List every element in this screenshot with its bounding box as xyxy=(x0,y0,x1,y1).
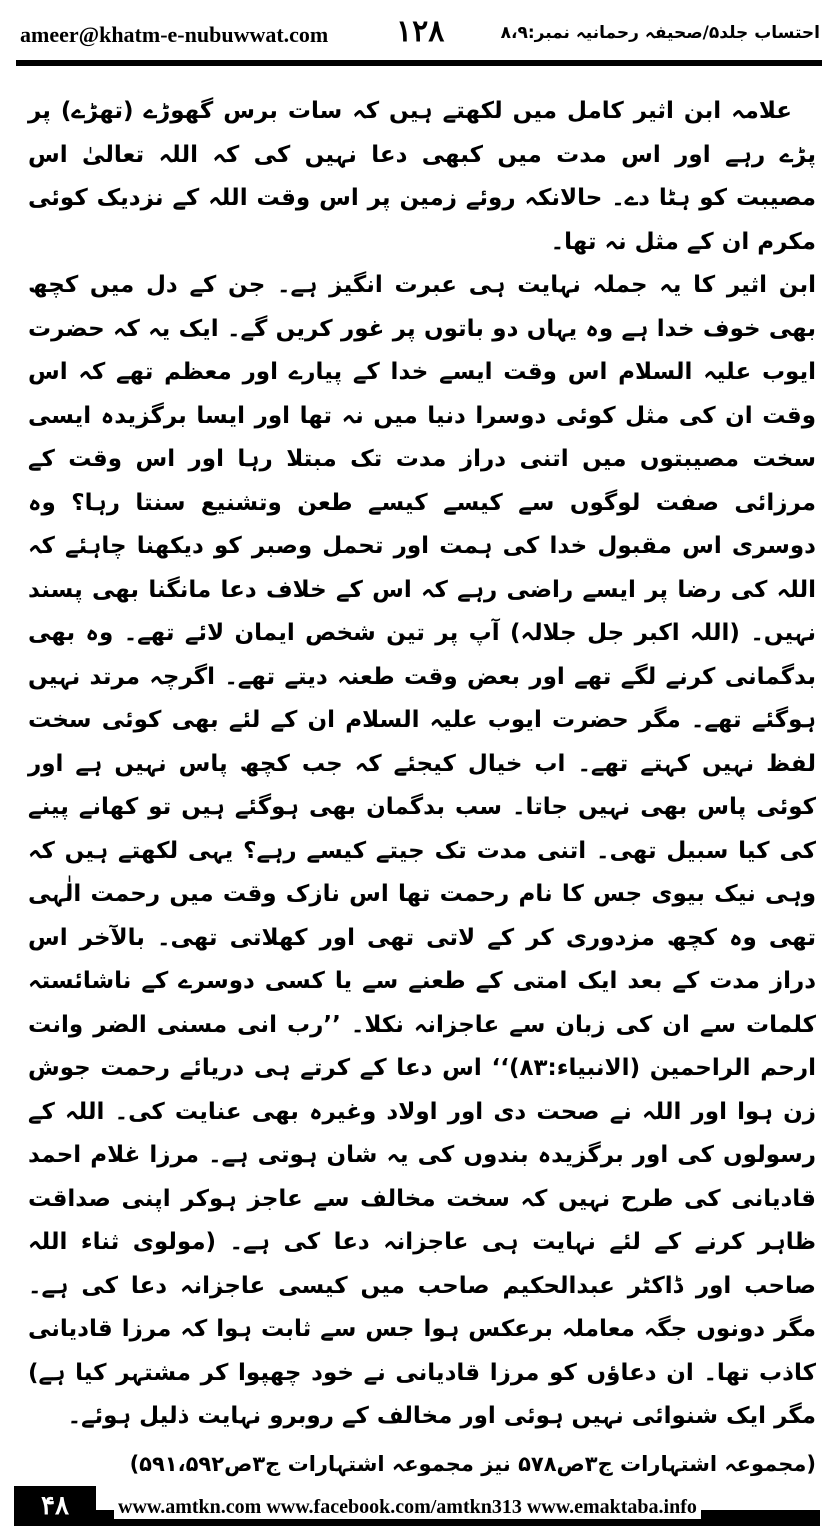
series-title: احتساب جلد۵/صحیفہ رحمانیہ نمبر:۸،۹ xyxy=(500,23,820,43)
reference-citation: (مجموعہ اشتہارات ج۳ص۵۷۸ نیز مجموعہ اشتہارات ج۳ص۵۹۱،۵۹۲) xyxy=(129,1451,816,1476)
header-divider xyxy=(16,60,822,66)
paragraph-1: علامہ ابن اثیر کامل میں لکھتے ہیں کہ سات برس گھوڑے (تھڑے) پر پڑے رہے اور اس مدت میں کبھی دعا نہیں کی کہ اللہ تعالیٰ اس مصیبت کو ہٹا دے۔ حالانکہ روئے زمین پر اس وقت اللہ کے نزدیک کوئی مکرم ان کے مثل نہ تھا۔ xyxy=(28,98,816,255)
page-number: ۱۲۸ xyxy=(396,14,445,49)
page-footer xyxy=(14,1486,820,1526)
article-body xyxy=(28,90,816,1486)
paragraph-2: ابن اثیر کا یہ جملہ نہایت ہی عبرت انگیز ہے۔ جن کے دل میں کچھ بھی خوف خدا ہے وہ یہاں دو باتوں پر غور کریں گے۔ ایک یہ کہ حضرت ایوب علیہ السلام اس وقت ایسے خدا کے پیارے اور معظم تھے کہ اس وقت ان کی مثل کوئی دوسرا دنیا میں نہ تھا اور ایسا برگزیدہ ایسی سخت مصیبتوں میں اتنی دراز مدت تک مبتلا رہا اور اس وقت کے مرزائی صفت لوگوں سے کیسے کیسے طعن وتشنیع سنتا رہا؟ وہ دوسری اس مقبول خدا کی ہمت اور تحمل وصبر کو دیکھنا چاہئے کہ اللہ کی رضا پر ایسے راضی رہے کہ اس کے خلاف دعا مانگنا بھی پسند نہیں۔ (اللہ اکبر جل جلالہ) آپ پر تین شخص ایمان لائے تھے۔ وہ بھی بدگمانی کرنے لگے تھے اور بعض وقت طعنہ دیتے تھے۔ اگرچہ مرتد نہیں ہوگئے تھے۔ مگر حضرت ایوب علیہ السلام ان کے لئے بھی کوئی سخت لفظ نہیں کہتے تھے۔ اب خیال کیجئے کہ جب کچھ پاس نہیں ہے اور کوئی پاس بھی نہیں جاتا۔ سب بدگمان بھی ہوگئے ہیں تو کھانے پینے کی کیا سبیل تھی۔ اتنی مدت تک جیتے کیسے رہے؟ یہی لکھتے ہیں کہ وہی نیک بیوی جس کا نام رحمت تھا اس نازک وقت میں رحمت الٰہی تھی وہ کچھ مزدوری کر کے لاتی تھی اور کھلاتی تھی۔ بالآخر اس دراز مدت کے بعد ایک امتی کے طعنے سے یا کسی دوسرے کے ناشائستہ کلمات سے ان کی زبان سے عاجزانہ نکلا۔ ’’رب انی مسنی الضر وانت ارحم الراحمین (الانبیاء:۸۳)‘‘ اس دعا کے کرتے ہی دریائے رحمت جوش زن ہوا اور اللہ نے صحت دی اور اولاد وغیرہ بھی عنایت کی۔ اللہ کے رسولوں کی اور برگزیدہ بندوں کی یہ شان ہوتی ہے۔ مرزا غلام احمد قادیانی کی طرح نہیں کہ سخت مخالف سے عاجز ہوکر اپنی صداقت ظاہر کرنے کے لئے نہایت ہی عاجزانہ دعا کی ہے۔ (مولوی ثناء اللہ صاحب اور ڈاکٹر عبدالحکیم صاحب میں کیسی عاجزانہ دعا کی ہے۔ مگر دونوں جگہ معاملہ برعکس ہوا جس سے ثابت ہوا کہ مرزا قادیانی کاذب تھا۔ ان دعاؤں کو مرزا قادیانی نے خود چھپوا کر مشتہر کیا ہے) مگر ایک شنوائی نہیں ہوئی اور مخالف کے روبرو نہایت ذلیل ہوئے۔ xyxy=(28,272,816,1429)
footer-badge: ۴۸ xyxy=(14,1486,96,1526)
footer-urls[interactable]: www.amtkn.com www.facebook.com/amtkn313 www.emaktaba.info xyxy=(114,1496,701,1519)
header-email[interactable]: ameer@khatm-e-nubuwwat.com xyxy=(20,22,329,47)
page-header xyxy=(20,12,820,56)
